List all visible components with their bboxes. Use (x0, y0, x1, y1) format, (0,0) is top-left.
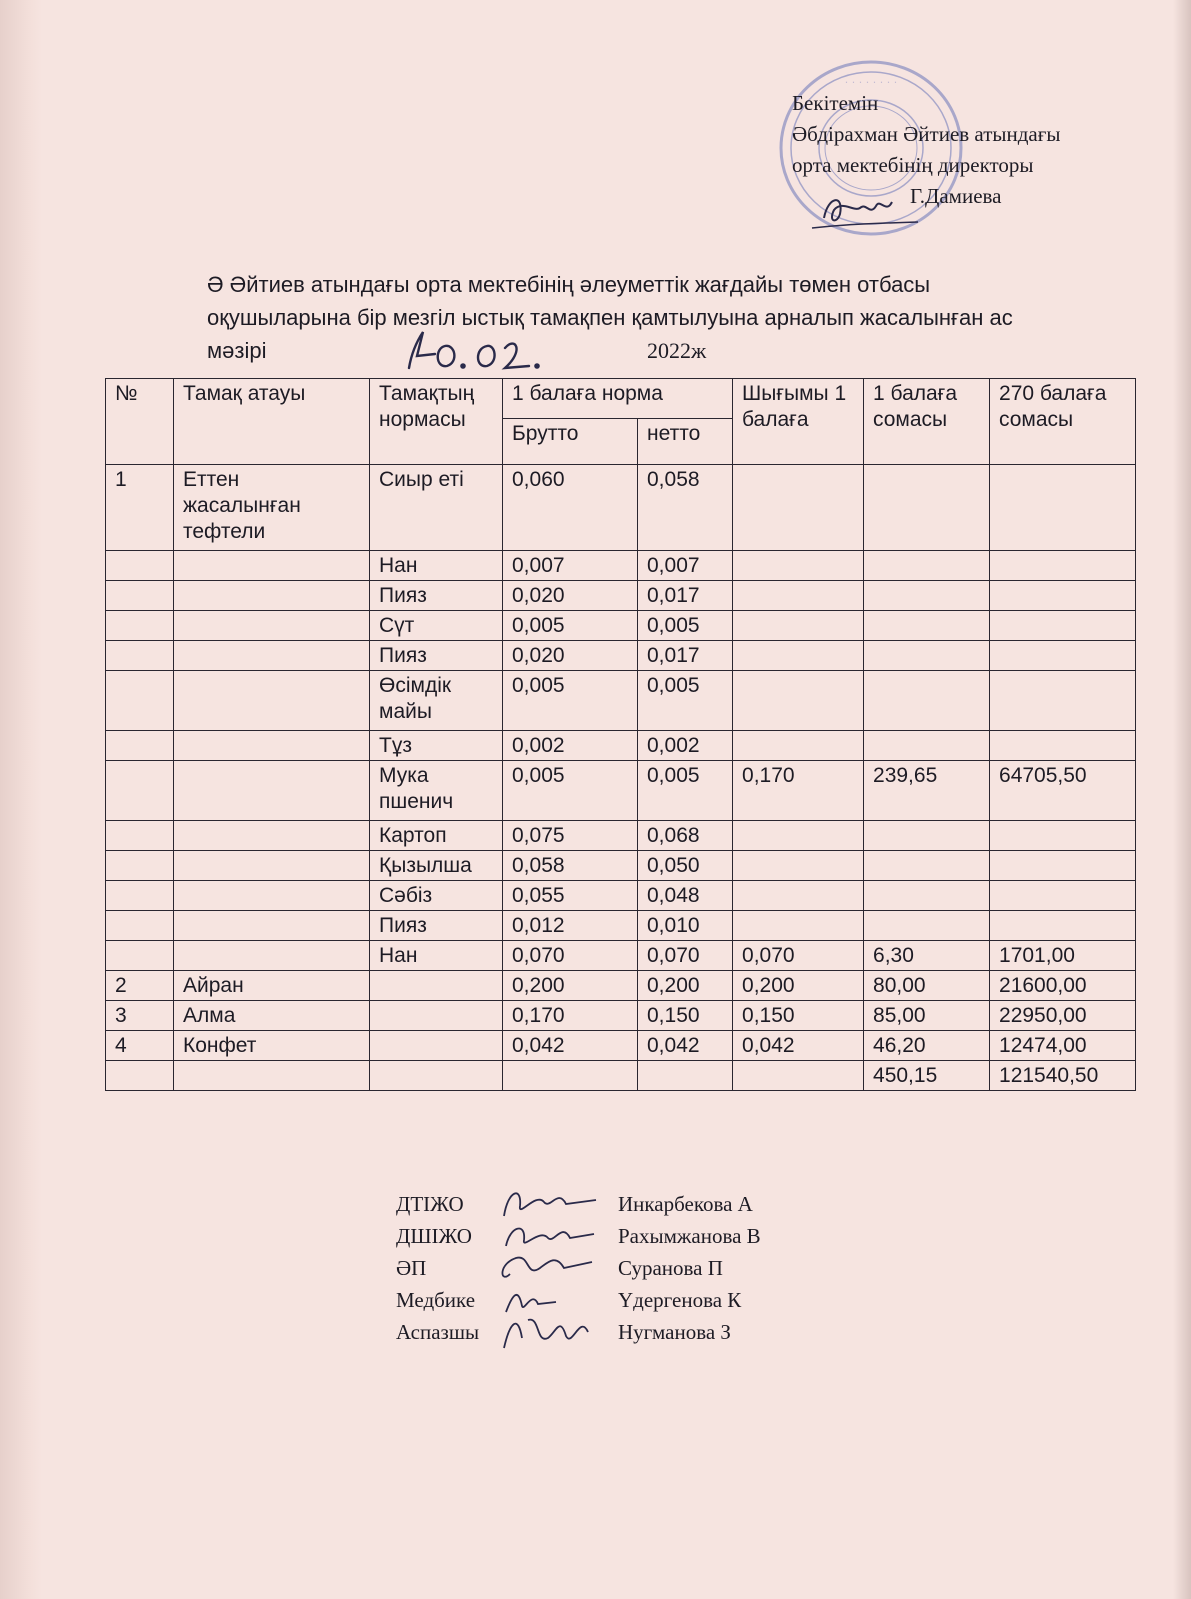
page-edge-left (0, 0, 42, 1599)
cell-net-value (638, 1061, 733, 1091)
cell-ingredient: Өсімдік майы (370, 671, 503, 731)
cell-ingredient (370, 971, 503, 1001)
cell-net-value: 0,005 (638, 761, 733, 821)
cell-net-value: 0,068 (638, 821, 733, 851)
cell-row-number: 4 (106, 1031, 174, 1061)
cell-yield-value (733, 581, 864, 611)
cell-yield-value (733, 611, 864, 641)
cell-gross-value: 0,060 (503, 465, 638, 551)
cell-row-number: 1 (106, 465, 174, 551)
cell-gross-value: 0,020 (503, 581, 638, 611)
cell-gross-value: 0,012 (503, 911, 638, 941)
cell-cost-270-value (990, 851, 1136, 881)
cell-dish-name (174, 761, 370, 821)
table-row (106, 1061, 1136, 1091)
svg-text:· · · · · · · ·: · · · · · · · · (844, 76, 898, 89)
cell-cost-one-value (864, 881, 990, 911)
cell-ingredient: Нан (370, 941, 503, 971)
cell-cost-one-value (864, 581, 990, 611)
cell-ingredient: Мука пшенич (370, 761, 503, 821)
cell-ingredient: Сиыр еті (370, 465, 503, 551)
signature-name: Нугманова З (618, 1320, 731, 1344)
cell-row-number (106, 851, 174, 881)
menu-table (105, 378, 1136, 1091)
cell-row-number (106, 611, 174, 641)
cell-cost-270-value (990, 881, 1136, 911)
signature-role: ӘП (396, 1256, 427, 1280)
cell-cost-one-value (864, 551, 990, 581)
signatures-block (396, 1188, 916, 1348)
cell-gross-value: 0,005 (503, 611, 638, 641)
table-row (106, 761, 1136, 821)
title-year: 2022ж (647, 338, 707, 363)
document-title (207, 268, 1127, 367)
cell-cost-270-value (990, 611, 1136, 641)
cell-cost-270-value: 12474,00 (990, 1031, 1136, 1061)
cell-yield-value: 0,200 (733, 971, 864, 1001)
cell-row-number (106, 821, 174, 851)
cell-cost-one-value: 85,00 (864, 1001, 990, 1031)
cell-row-number (106, 641, 174, 671)
table-row (106, 581, 1136, 611)
approval-position: орта мектебінің директоры (792, 153, 1034, 177)
header-gross: Брутто (503, 419, 638, 465)
table-row (106, 465, 1136, 551)
cell-ingredient: Пияз (370, 641, 503, 671)
cell-net-value: 0,050 (638, 851, 733, 881)
cell-net-value: 0,005 (638, 671, 733, 731)
title-line-1: Ә Әйтиев атындағы орта мектебінің әлеуметтік жағдайы төмен отбасы (207, 272, 931, 297)
cell-row-number (106, 581, 174, 611)
cell-net-value: 0,070 (638, 941, 733, 971)
cell-yield-value (733, 851, 864, 881)
cell-yield-value (733, 881, 864, 911)
table-row (106, 611, 1136, 641)
cell-dish-name (174, 941, 370, 971)
cell-net-value: 0,042 (638, 1031, 733, 1061)
cell-cost-270-value (990, 551, 1136, 581)
signature-role: ДТІЖО (396, 1192, 464, 1216)
cell-ingredient: Қызылша (370, 851, 503, 881)
table-row (106, 881, 1136, 911)
cell-yield-value (733, 821, 864, 851)
approval-block (792, 88, 1162, 212)
cell-yield-value: 0,170 (733, 761, 864, 821)
cell-row-number (106, 881, 174, 911)
signature-name: Үдергенова К (618, 1288, 742, 1312)
cell-row-number (106, 671, 174, 731)
cell-row-number (106, 911, 174, 941)
table-row (106, 641, 1136, 671)
cell-dish-name (174, 671, 370, 731)
cell-yield-value (733, 465, 864, 551)
cell-gross-value: 0,020 (503, 641, 638, 671)
page-edge-right (1173, 0, 1191, 1599)
header-cost-one-child: 1 балаға сомасы (864, 379, 990, 465)
signature-name: Рахымжанова В (618, 1224, 761, 1248)
cell-ingredient: Сәбіз (370, 881, 503, 911)
cell-yield-value (733, 1061, 864, 1091)
signature-row (396, 1220, 916, 1252)
table-row (106, 1031, 1136, 1061)
cell-cost-one-value (864, 821, 990, 851)
cell-row-number (106, 731, 174, 761)
cell-dish-name (174, 881, 370, 911)
cell-cost-one-value: 450,15 (864, 1061, 990, 1091)
cell-yield-value: 0,070 (733, 941, 864, 971)
cell-dish-name: Конфет (174, 1031, 370, 1061)
cell-dish-name (174, 581, 370, 611)
cell-net-value: 0,017 (638, 581, 733, 611)
cell-cost-one-value (864, 671, 990, 731)
cell-gross-value: 0,170 (503, 1001, 638, 1031)
handwritten-signature (496, 1308, 606, 1352)
cell-yield-value: 0,042 (733, 1031, 864, 1061)
cell-ingredient: Сүт (370, 611, 503, 641)
title-line-2: оқушыларына бір мезгіл ыстық тамақпен қамтылуына арналып жасалынған ас (207, 305, 1013, 330)
cell-ingredient: Картоп (370, 821, 503, 851)
header-dish-name: Тамақ атауы (174, 379, 370, 465)
signature-role: Аспазшы (396, 1320, 480, 1344)
cell-dish-name (174, 641, 370, 671)
cell-cost-270-value (990, 821, 1136, 851)
cell-cost-one-value (864, 731, 990, 761)
cell-ingredient (370, 1001, 503, 1031)
cell-dish-name (174, 611, 370, 641)
cell-net-value: 0,007 (638, 551, 733, 581)
cell-yield-value: 0,150 (733, 1001, 864, 1031)
table-row (106, 1001, 1136, 1031)
header-net: нетто (638, 419, 733, 465)
cell-ingredient: Пияз (370, 911, 503, 941)
cell-dish-name: Айран (174, 971, 370, 1001)
table-row (106, 971, 1136, 1001)
cell-net-value: 0,005 (638, 611, 733, 641)
cell-net-value: 0,048 (638, 881, 733, 911)
cell-net-value: 0,200 (638, 971, 733, 1001)
cell-gross-value: 0,005 (503, 671, 638, 731)
cell-cost-one-value (864, 851, 990, 881)
header-number: № (106, 379, 174, 465)
table-row (106, 731, 1136, 761)
cell-net-value: 0,002 (638, 731, 733, 761)
header-per-child-norm: 1 балаға норма (503, 379, 733, 419)
cell-gross-value (503, 1061, 638, 1091)
cell-cost-one-value (864, 641, 990, 671)
signature-row (396, 1284, 916, 1316)
cell-cost-270-value (990, 671, 1136, 731)
cell-dish-name: Алма (174, 1001, 370, 1031)
cell-yield-value (733, 671, 864, 731)
table-row (106, 671, 1136, 731)
cell-cost-270-value: 121540,50 (990, 1061, 1136, 1091)
title-line-3: мәзірі (207, 338, 267, 363)
table-row (106, 551, 1136, 581)
cell-cost-one-value (864, 465, 990, 551)
cell-cost-one-value: 80,00 (864, 971, 990, 1001)
cell-gross-value: 0,200 (503, 971, 638, 1001)
cell-cost-270-value (990, 641, 1136, 671)
cell-row-number (106, 761, 174, 821)
table-row (106, 911, 1136, 941)
signature-row (396, 1252, 916, 1284)
table-row (106, 851, 1136, 881)
cell-net-value: 0,150 (638, 1001, 733, 1031)
cell-dish-name (174, 551, 370, 581)
cell-cost-270-value (990, 581, 1136, 611)
cell-cost-one-value (864, 611, 990, 641)
cell-yield-value (733, 911, 864, 941)
signature-name: Суранова П (618, 1256, 723, 1280)
header-yield: Шығымы 1 балаға (733, 379, 864, 465)
cell-row-number: 2 (106, 971, 174, 1001)
table-row (106, 821, 1136, 851)
cell-gross-value: 0,042 (503, 1031, 638, 1061)
cell-gross-value: 0,055 (503, 881, 638, 911)
signature-row (396, 1316, 916, 1348)
cell-gross-value: 0,075 (503, 821, 638, 851)
cell-dish-name (174, 1061, 370, 1091)
cell-dish-name: Еттен жасалынған тефтели (174, 465, 370, 551)
cell-cost-270-value: 22950,00 (990, 1001, 1136, 1031)
cell-row-number (106, 551, 174, 581)
cell-ingredient (370, 1061, 503, 1091)
cell-row-number (106, 941, 174, 971)
cell-ingredient (370, 1031, 503, 1061)
cell-yield-value (733, 731, 864, 761)
cell-cost-one-value: 239,65 (864, 761, 990, 821)
cell-cost-270-value: 64705,50 (990, 761, 1136, 821)
signature-role: Медбике (396, 1288, 476, 1312)
handwritten-date (405, 326, 555, 376)
cell-dish-name (174, 731, 370, 761)
header-dish-norm: Тамақтың нормасы (370, 379, 503, 465)
cell-cost-one-value (864, 911, 990, 941)
cell-cost-270-value (990, 911, 1136, 941)
cell-ingredient: Тұз (370, 731, 503, 761)
cell-net-value: 0,058 (638, 465, 733, 551)
approval-school: Әбдірахман Әйтиев атындағы (792, 122, 1061, 146)
cell-yield-value (733, 641, 864, 671)
cell-cost-270-value (990, 465, 1136, 551)
table-row (106, 941, 1136, 971)
cell-row-number (106, 1061, 174, 1091)
cell-row-number: 3 (106, 1001, 174, 1031)
cell-ingredient: Пияз (370, 581, 503, 611)
signature-name: Инкарбекова А (618, 1192, 753, 1216)
cell-cost-one-value: 6,30 (864, 941, 990, 971)
cell-yield-value (733, 551, 864, 581)
cell-gross-value: 0,058 (503, 851, 638, 881)
approval-director-name: Г.Дамиева (910, 184, 1002, 208)
cell-gross-value: 0,005 (503, 761, 638, 821)
cell-dish-name (174, 851, 370, 881)
header-cost-270-children: 270 балаға сомасы (990, 379, 1136, 465)
menu-table-body (106, 465, 1136, 1091)
cell-cost-270-value: 21600,00 (990, 971, 1136, 1001)
cell-cost-270-value: 1701,00 (990, 941, 1136, 971)
cell-cost-one-value: 46,20 (864, 1031, 990, 1061)
cell-cost-270-value (990, 731, 1136, 761)
signature-row (396, 1188, 916, 1220)
signature-role: ДШІЖО (396, 1224, 472, 1248)
cell-dish-name (174, 821, 370, 851)
cell-net-value: 0,010 (638, 911, 733, 941)
cell-dish-name (174, 911, 370, 941)
approval-title: Бекітемін (792, 91, 879, 115)
cell-gross-value: 0,070 (503, 941, 638, 971)
cell-ingredient: Нан (370, 551, 503, 581)
cell-gross-value: 0,007 (503, 551, 638, 581)
cell-net-value: 0,017 (638, 641, 733, 671)
cell-gross-value: 0,002 (503, 731, 638, 761)
